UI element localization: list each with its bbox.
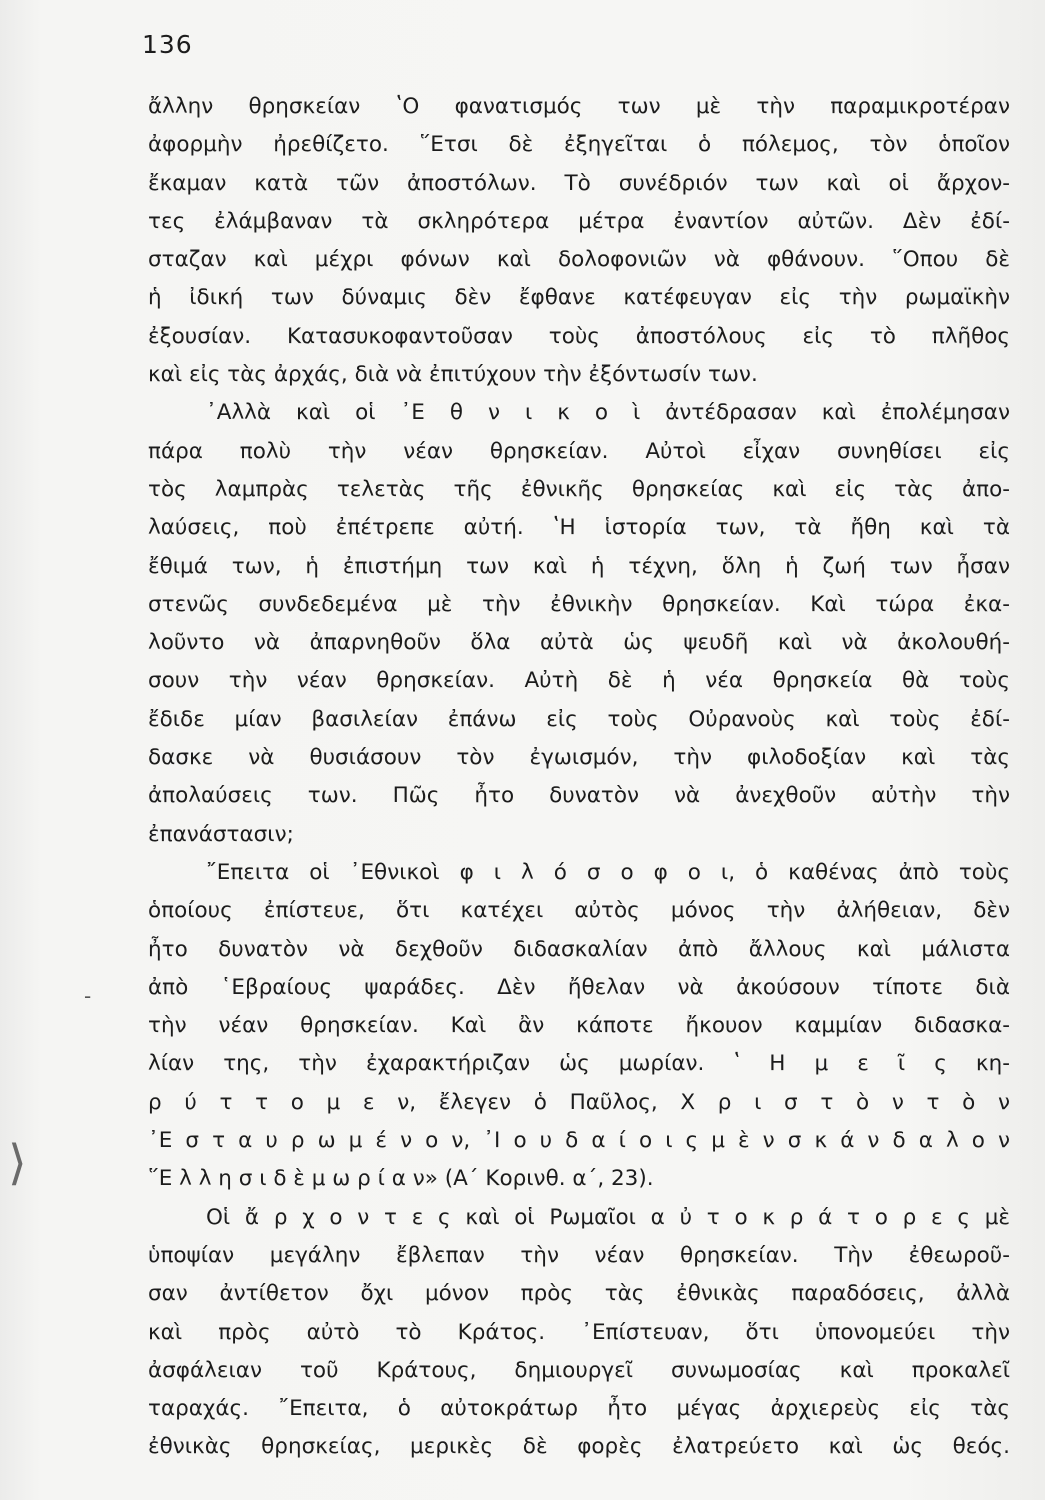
text-line: ἔδιδε μίαν βασιλείαν ἐπάνω εἰς τοὺς Οὐρανοὺς καὶ τοὺς ἐδί- — [148, 706, 1010, 732]
text-line: ᾿Ε σ τ α υ ρ ω μ έ ν ο ν, ᾿Ι ο υ δ α ί ο ι ς μ ὲ ν σ κ ά ν δ α λ ο ν — [148, 1128, 1010, 1154]
text-line: ἐξουσίαν. Κατασυκοφαντοῦσαν τοὺς ἀποστόλους εἰς τὸ πλῆθος — [148, 323, 1010, 349]
text-line: ταραχάς. ῎Επειτα, ὁ αὐτοκράτωρ ἦτο μέγας ἀρχιερεὺς εἰς τὰς — [148, 1396, 1010, 1422]
text-line: Οἱ ἄ ρ χ ο ν τ ε ς καὶ οἱ Ρωμαῖοι α ὐ τ ο κ ρ ά τ ο ρ ε ς μὲ — [206, 1204, 1010, 1230]
text-line: ἦτο δυνατὸν νὰ δεχθοῦν διδασκαλίαν ἀπὸ ἄλλους καὶ μάλιστα — [148, 936, 1010, 962]
text-line: στενῶς συνδεδεμένα μὲ τὴν ἐθνικὴν θρησκείαν. Καὶ τώρα ἐκα- — [148, 591, 1010, 617]
text-line: ᾿Αλλὰ καὶ οἱ ᾿Ε θ ν ι κ ο ὶ ἀντέδρασαν καὶ ἐπολέμησαν — [206, 400, 1010, 426]
margin-pencil-mark: ‐ — [84, 984, 92, 1008]
text-line: ἡ ἰδική των δύναμις δὲν ἔφθανε κατέφευγαν εἰς τὴν ρωμαϊκὴν — [148, 285, 1010, 311]
text-line: σταζαν καὶ μέχρι φόνων καὶ δολοφονιῶν νὰ φθάνουν. ῞Οπου δὲ — [148, 247, 1010, 273]
text-line: ἔθιμά των, ἡ ἐπιστήμη των καὶ ἡ τέχνη, ὅλη ἡ ζωή των ἦσαν — [148, 553, 1010, 579]
text-line: λαύσεις, ποὺ ἐπέτρεπε αὐτή. ʽΗ ἱστορία των, τὰ ἤθη καὶ τὰ — [148, 515, 1010, 541]
text-line: σαν ἀντίθετον ὄχι μόνον πρὸς τὰς ἐθνικὰς παραδόσεις, ἀλλὰ — [148, 1281, 1010, 1307]
text-line: ἀσφάλειαν τοῦ Κράτους, δημιουργεῖ συνωμοσίας καὶ προκαλεῖ — [148, 1357, 1010, 1383]
text-line: ὑποψίαν μεγάλην ἔβλεπαν τὴν νέαν θρησκείαν. Τὴν ἐθεωροῦ- — [148, 1242, 1010, 1268]
text-line: ὁποίους ἐπίστευε, ὅτι κατέχει αὐτὸς μόνος τὴν ἀλήθειαν, δὲν — [148, 898, 1010, 924]
text-line: δασκε νὰ θυσιάσουν τὸν ἐγωισμόν, τὴν φιλοδοξίαν καὶ τὰς — [148, 745, 1010, 771]
text-line: τες ἐλάμβαναν τὰ σκληρότερα μέτρα ἐναντίον αὐτῶν. Δὲν ἐδί- — [148, 208, 1010, 234]
text-line: ἄλλην θρησκείαν ʽΟ φανατισμός των μὲ τὴν παραμικροτέραν — [148, 94, 1010, 119]
text-line: τὴν νέαν θρησκείαν. Καὶ ἂν κάποτε ἤκουον καμμίαν διδασκα- — [148, 1013, 1010, 1039]
text-line: ἔκαμαν κατὰ τῶν ἀποστόλων. Τὸ συνέδριόν των καὶ οἱ ἄρχον- — [148, 170, 1010, 196]
text-line: ἐθνικὰς θρησκείας, μερικὲς δὲ φορὲς ἐλατρεύετο καὶ ὡς θεός. — [148, 1434, 1010, 1460]
margin-brace-mark: ⟩ — [8, 1135, 27, 1191]
text-line: ἀπολαύσεις των. Πῶς ἦτο δυνατὸν νὰ ἀνεχθοῦν αὐτὴν τὴν — [148, 783, 1010, 809]
text-line: ἐπανάστασιν; — [148, 821, 294, 847]
text-line: τὸς λαμπρὰς τελετὰς τῆς ἐθνικῆς θρησκείας καὶ εἰς τὰς ἀπο- — [148, 476, 1010, 502]
text-line: σουν τὴν νέαν θρησκείαν. Αὐτὴ δὲ ἡ νέα θρησκεία θὰ τοὺς — [148, 668, 1010, 694]
text-line: ἀπὸ ῾Εβραίους ψαράδες. Δὲν ἤθελαν νὰ ἀκούσουν τίποτε διὰ — [148, 974, 1010, 1000]
text-line: καὶ πρὸς αὐτὸ τὸ Κράτος. ᾿Επίστευαν, ὅτι ὑπονομεύει τὴν — [148, 1319, 1010, 1345]
text-line: λοῦντο νὰ ἀπαρνηθοῦν ὅλα αὐτὰ ὡς ψευδῆ καὶ νὰ ἀκολουθή- — [148, 630, 1010, 656]
text-line: πάρα πολὺ τὴν νέαν θρησκείαν. Αὐτοὶ εἶχαν συνηθίσει εἰς — [148, 438, 1010, 464]
text-line: ῞Ε λ λ η σ ι δ ὲ μ ω ρ ί α ν» (Α΄ Κορινθ. α΄, 23). — [148, 1166, 654, 1192]
text-line: λίαν της, τὴν ἐχαρακτήριζαν ὡς μωρίαν. ʽ Η μ ε ῖ ς κη- — [148, 1051, 1010, 1077]
body-text — [148, 88, 1010, 1467]
text-line: ρ ύ τ τ ο μ ε ν, ἔλεγεν ὁ Παῦλος, Χ ρ ι σ τ ὸ ν τ ὸ ν — [148, 1089, 1010, 1115]
page-number: 136 — [142, 30, 193, 59]
text-line: ἀφορμὴν ἠρεθίζετο. ῞Ετσι δὲ ἐξηγεῖται ὁ πόλεμος, τὸν ὁποῖον — [148, 132, 1010, 158]
text-line: καὶ εἰς τὰς ἀρχάς, διὰ νὰ ἐπιτύχουν τὴν ἐξόντωσίν των. — [148, 362, 758, 388]
text-line: ῎Επειτα οἱ ᾿Εθνικοὶ φ ι λ ό σ ο φ ο ι, ὁ καθένας ἀπὸ τοὺς — [206, 859, 1010, 885]
